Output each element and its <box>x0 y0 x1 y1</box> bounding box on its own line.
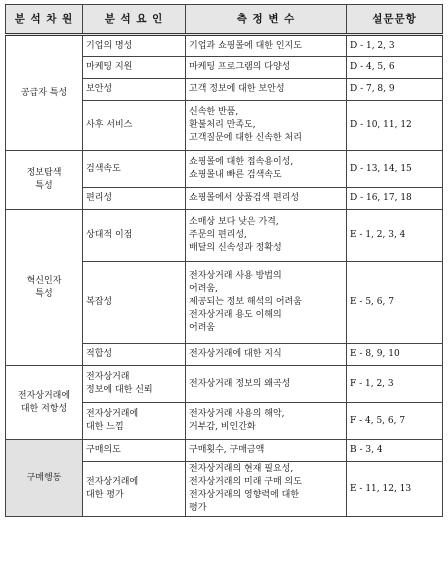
items-cell: D - 13, 14, 15 <box>347 151 443 188</box>
variable-text: 환불처리 만족도, <box>189 120 256 130</box>
factor-cell <box>83 262 186 344</box>
factor-cell <box>83 188 186 210</box>
variable-text: 쇼핑몰내 빠른 검색속도 <box>189 170 282 180</box>
variable-text: 평가 <box>189 503 207 513</box>
variable-cell <box>186 403 347 440</box>
variable-text: 소매상 보다 낮은 가격, <box>189 217 279 227</box>
variable-cell <box>186 262 347 344</box>
factor-label: 구매의도 <box>86 445 121 455</box>
factor-label: 전자상거래 <box>86 372 130 382</box>
factor-cell <box>83 35 186 57</box>
variable-cell <box>186 57 347 79</box>
factor-cell <box>83 462 186 517</box>
variable-text: 쇼핑몰에 대한 접속용이성, <box>189 157 294 167</box>
survey-variable-table <box>5 4 443 517</box>
header-dimension: 분 석 차 원 <box>6 5 83 35</box>
dimension-label: 구매행동 <box>26 472 62 483</box>
factor-label: 대한 평가 <box>86 490 124 500</box>
items-cell: E - 5, 6, 7 <box>347 262 443 344</box>
variable-text: 어려움 <box>189 323 216 333</box>
variable-text: 구매횟수, 구매금액 <box>189 445 265 455</box>
variable-text: 주문의 편리성, <box>189 230 247 240</box>
variable-text: 신속한 반품, <box>189 107 239 117</box>
factor-label: 대한 느낌 <box>86 422 124 432</box>
dimension-label: 전자상거래에 <box>17 390 71 401</box>
variable-text: 전자상거래에 대한 지식 <box>189 349 282 359</box>
items-cell: D - 1, 2, 3 <box>347 35 443 57</box>
variable-text: 배달의 신속성과 정확성 <box>189 243 282 253</box>
items-cell: D - 10, 11, 12 <box>347 101 443 151</box>
factor-label: 복잡성 <box>86 297 113 307</box>
dimension-label: 정보탐색 <box>26 168 62 178</box>
variable-text: 제공되는 정보 해석의 어려움 <box>189 297 302 307</box>
items-cell: E - 11, 12, 13 <box>347 462 443 517</box>
variable-text: 고객 정보에 대한 보안성 <box>189 84 285 94</box>
variable-cell <box>186 79 347 101</box>
dimension-cell <box>6 210 83 366</box>
table-row <box>6 440 443 462</box>
factor-label: 편리성 <box>86 193 113 203</box>
factor-label: 전자상거래에 <box>86 409 139 419</box>
factor-label: 검색속도 <box>86 163 121 174</box>
dimension-cell <box>6 35 83 151</box>
variable-cell <box>186 151 347 188</box>
factor-label: 정보에 대한 신뢰 <box>86 385 153 395</box>
header-factor: 분 석 요 인 <box>83 5 186 35</box>
items-cell: D - 16, 17, 18 <box>347 188 443 210</box>
variable-text: 전자상거래 사용 방법의 <box>189 271 282 281</box>
table-row <box>6 366 443 403</box>
factor-label: 사후 서비스 <box>86 120 133 130</box>
dimension-label: 특성 <box>35 288 53 299</box>
variable-cell <box>186 101 347 151</box>
variable-text: 기업과 쇼핑몰에 대한 인지도 <box>189 40 302 51</box>
factor-label: 전자상거래에 <box>86 477 139 487</box>
variable-cell <box>186 366 347 403</box>
factor-cell <box>83 403 186 440</box>
dimension-cell <box>6 366 83 440</box>
variable-cell <box>186 462 347 517</box>
factor-label: 적합성 <box>86 349 113 359</box>
variable-cell <box>186 344 347 366</box>
table-row <box>6 210 443 262</box>
items-cell: B - 3, 4 <box>347 440 443 462</box>
factor-cell <box>83 344 186 366</box>
variable-text: 전자상거래 정보의 왜곡성 <box>189 378 291 389</box>
header-variable: 측 정 변 수 <box>186 5 347 35</box>
items-cell: E - 1, 2, 3, 4 <box>347 210 443 262</box>
factor-label: 상대적 이점 <box>86 230 133 240</box>
header-row <box>6 5 443 35</box>
dimension-cell <box>6 151 83 210</box>
factor-cell <box>83 440 186 462</box>
variable-text: 마케팅 프로그램의 다양성 <box>189 62 291 72</box>
variable-text: 전자상거래 용도 이해의 <box>189 310 282 320</box>
table-body <box>6 35 443 517</box>
variable-cell <box>186 188 347 210</box>
variable-text: 전자상거래의 미래 구매 의도 <box>189 477 302 487</box>
factor-label: 기업의 명성 <box>86 40 133 51</box>
items-cell: F - 1, 2, 3 <box>347 366 443 403</box>
table-row <box>6 35 443 57</box>
factor-cell <box>83 57 186 79</box>
dimension-label: 혁신인자 <box>26 275 62 286</box>
variable-cell <box>186 35 347 57</box>
factor-cell <box>83 79 186 101</box>
items-cell: D - 7, 8, 9 <box>347 79 443 101</box>
factor-cell <box>83 101 186 151</box>
table-row <box>6 151 443 188</box>
factor-cell <box>83 366 186 403</box>
variable-text: 전자상거래 사용의 해악, <box>189 409 285 419</box>
factor-label: 마케팅 지원 <box>86 62 133 72</box>
items-cell: F - 4, 5, 6, 7 <box>347 403 443 440</box>
factor-cell <box>83 210 186 262</box>
items-cell: D - 4, 5, 6 <box>347 57 443 79</box>
variable-cell <box>186 210 347 262</box>
variable-cell <box>186 440 347 462</box>
dimension-cell <box>6 440 83 517</box>
dimension-label: 공급자 특성 <box>20 87 68 98</box>
variable-text: 고객질문에 대한 신속한 처리 <box>189 133 302 143</box>
variable-text: 전자상거래의 영향력에 대한 <box>189 490 300 500</box>
factor-cell <box>83 151 186 188</box>
header-items: 설문문항 <box>347 5 443 35</box>
dimension-label: 특성 <box>35 181 53 191</box>
factor-label: 보안성 <box>86 84 113 94</box>
dimension-label: 대한 저항성 <box>20 403 68 414</box>
variable-text: 쇼핑몰에서 상품검색 편리성 <box>189 193 300 203</box>
items-cell: E - 8, 9, 10 <box>347 344 443 366</box>
variable-text: 어려움, <box>189 284 218 294</box>
variable-text: 거부감, 비인간화 <box>189 422 256 432</box>
variable-text: 전자상거래의 현재 필요성, <box>189 464 294 474</box>
